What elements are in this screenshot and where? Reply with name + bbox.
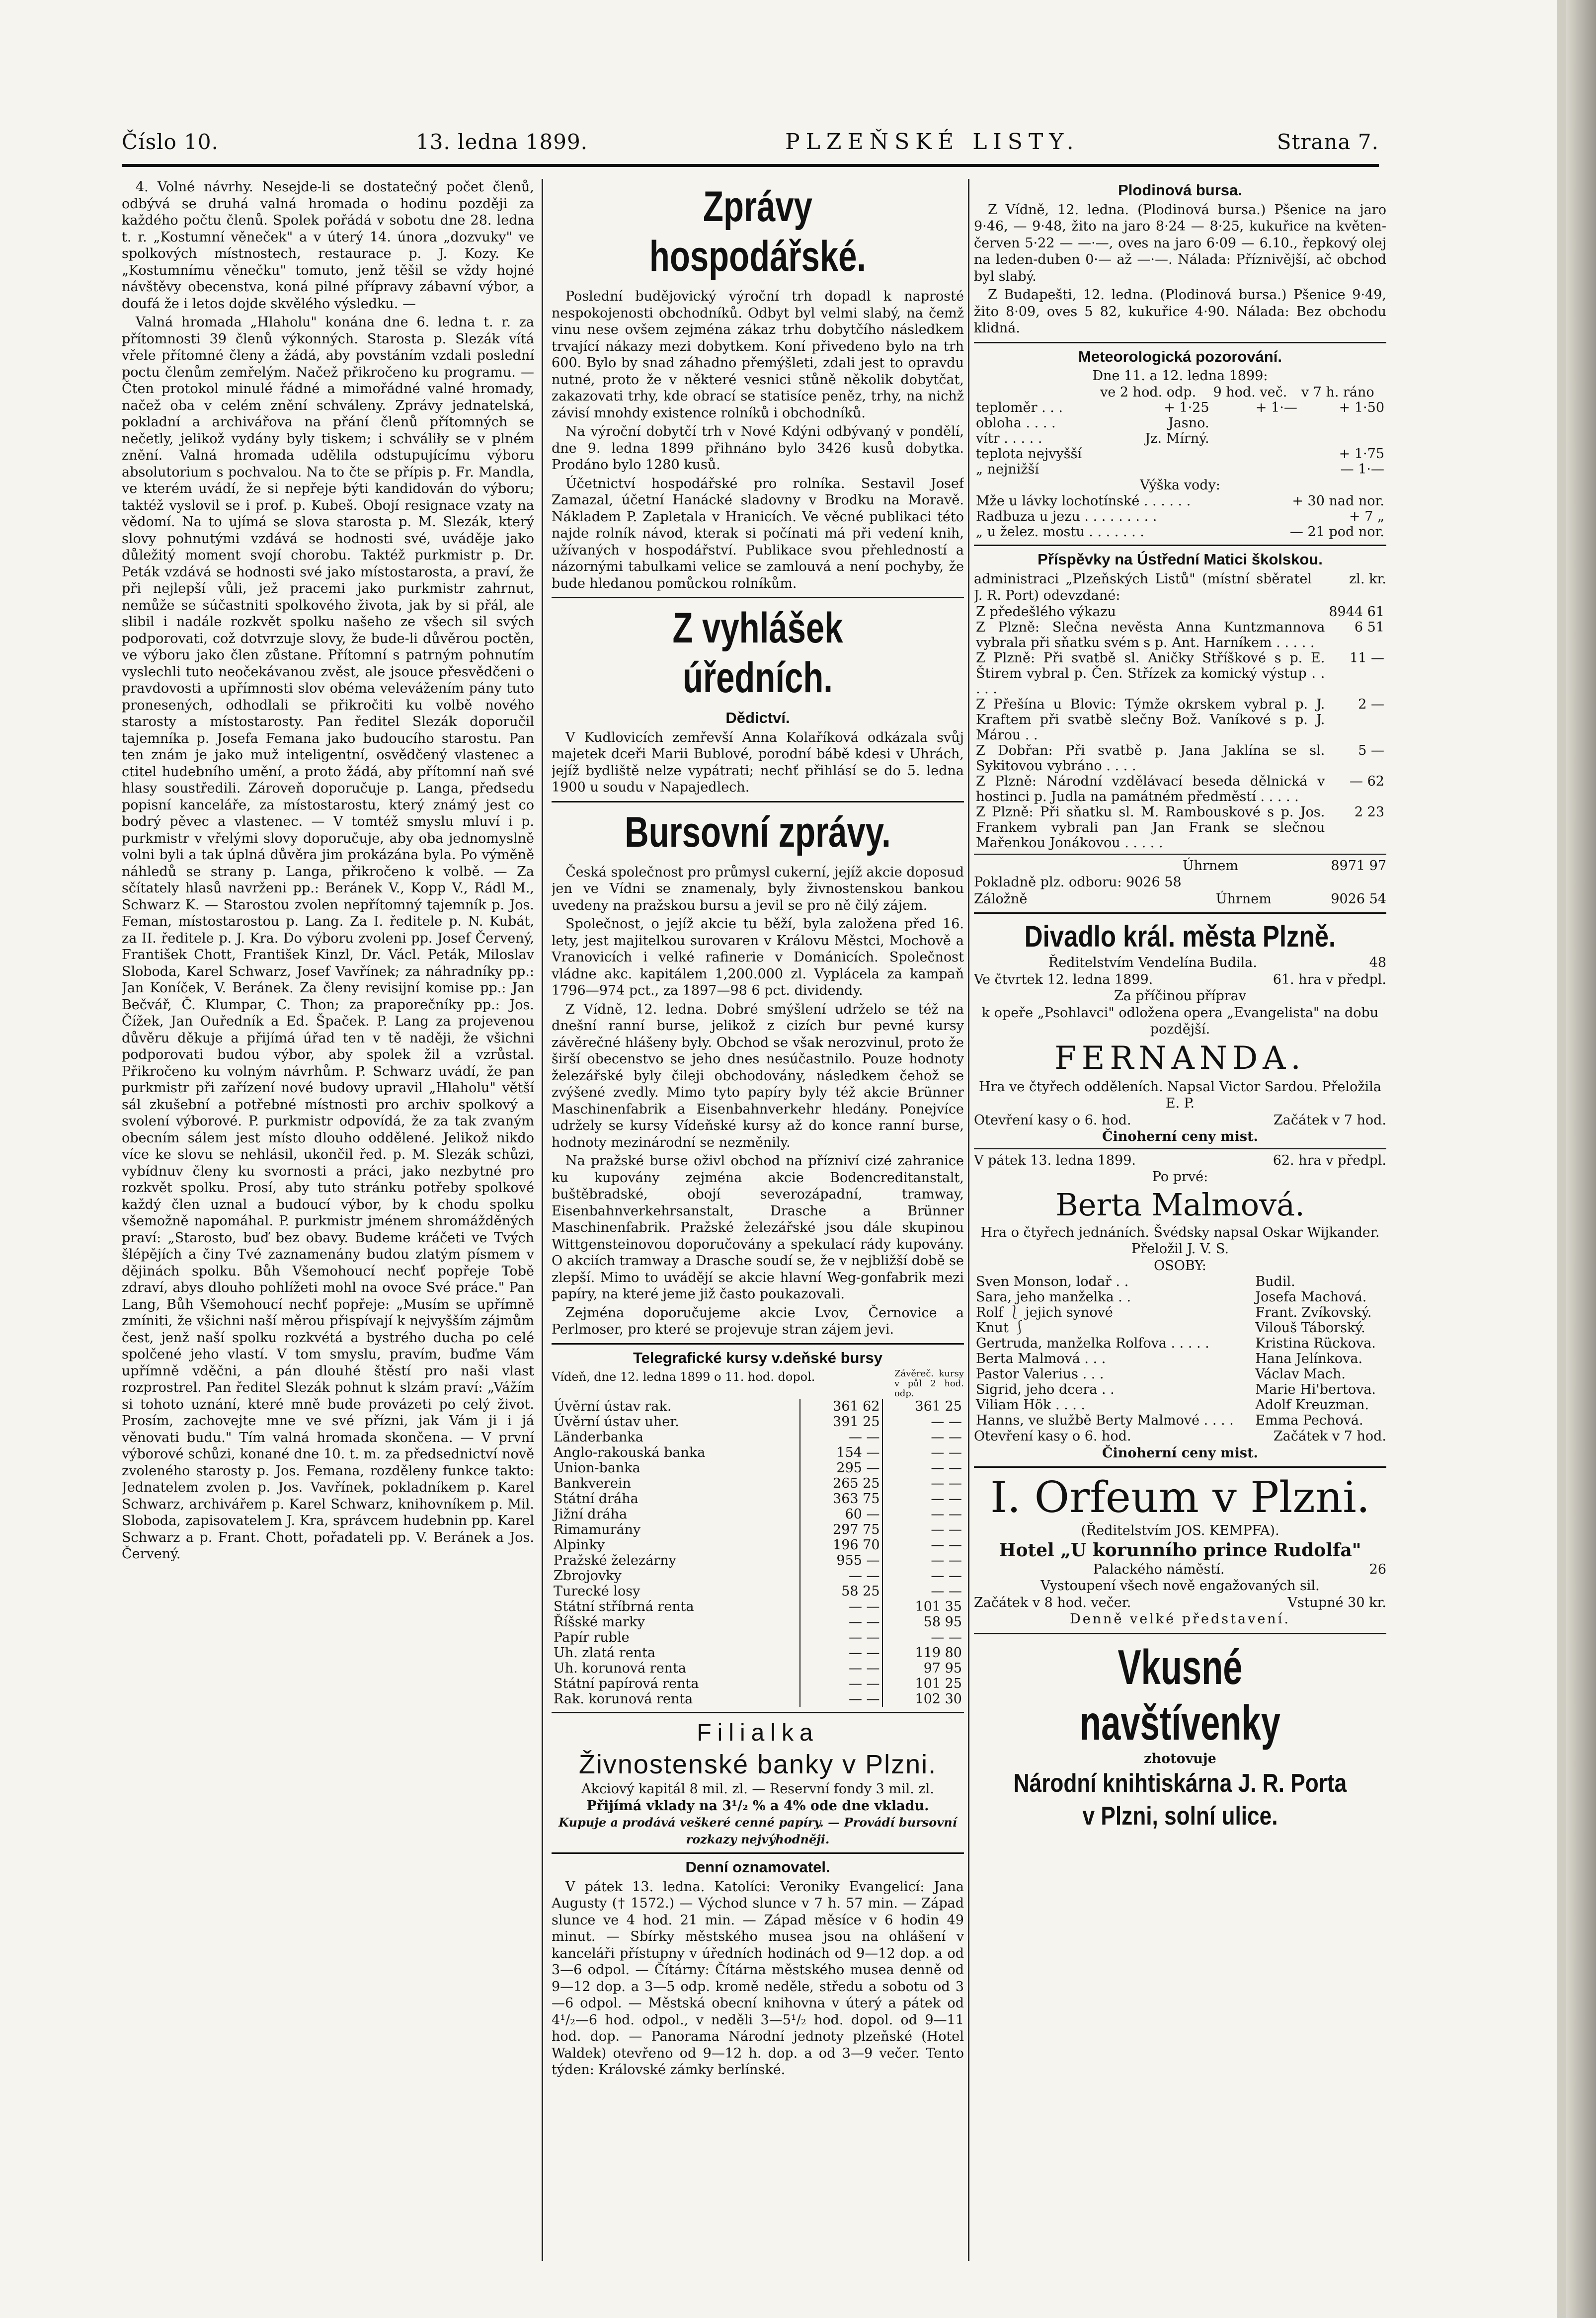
table-cell: Rak. korunová renta <box>552 1691 800 1707</box>
table-row <box>974 1351 1386 1366</box>
table-cell: Mže u lávky lochotínské . . . . . . <box>976 493 1191 509</box>
table-row <box>552 1676 964 1691</box>
table-cell: Z Plzně: Slečna nevěsta Anna Kuntzmannova vybrala při sňatku svém s p. Ant. Harníkem . . . . . <box>976 619 1325 650</box>
table-cell: — — <box>931 1584 962 1599</box>
table-cell: Union-banka <box>552 1460 800 1476</box>
table-cell: Gertruda, manželka Rolfova . . . . . <box>976 1336 1209 1351</box>
table-cell: — — <box>800 1676 882 1691</box>
play-title: Berta Malmová. <box>1055 1186 1305 1223</box>
table-cell: 8944 61 <box>1329 604 1384 620</box>
section-title-vyhlasky: Z vyhlášek úředních. <box>672 604 843 702</box>
issue-number: Číslo 10. <box>122 129 219 154</box>
table-row <box>974 1397 1386 1413</box>
table-cell: — 62 <box>1350 773 1384 789</box>
table-cell: 5 — <box>1358 742 1384 758</box>
table-cell: Jasno. <box>1168 415 1209 431</box>
table-row <box>974 1305 1386 1320</box>
table-cell: Hanns, ve službě Berty Malmové . . . . <box>976 1413 1234 1428</box>
table-cell: 196 70 <box>800 1537 882 1553</box>
table-row <box>552 1399 964 1414</box>
table-row <box>974 743 1386 774</box>
table-row <box>552 1507 964 1522</box>
table-cell: — — <box>931 1491 962 1507</box>
table-cell: 58 95 <box>923 1614 962 1630</box>
table-cell: Hana Jelínkova. <box>1255 1351 1363 1366</box>
kurs-header <box>552 1369 964 1399</box>
section-title-bursovni: Bursovní zprávy. <box>625 808 891 856</box>
table-row <box>552 1537 964 1553</box>
table-cell: Adolf Kreuzman. <box>1255 1397 1369 1413</box>
table-cell: Sven Monson, lodař . . <box>976 1274 1129 1289</box>
table-cell: Státní dráha <box>552 1491 800 1507</box>
meteo-table <box>974 385 1386 477</box>
table-cell <box>1299 431 1386 446</box>
premiere-note: Po prvé: <box>1152 1169 1208 1185</box>
ad-filialka-capital: Akciový kapitál 8 mil. zl. — Reservní fondy 3 mil. zl. <box>581 1781 934 1797</box>
table-cell: 102 30 <box>915 1691 962 1707</box>
table-cell: 60 — <box>800 1507 882 1522</box>
denni-title: Denní oznamovatel. <box>685 1858 830 1876</box>
column-2 <box>552 179 964 2266</box>
table-cell: 11 — <box>1350 650 1384 666</box>
table-row <box>552 1476 964 1491</box>
price-note: Činoherní ceny mist. <box>1102 1129 1258 1144</box>
theatre-direction: Ředitelstvím Vendelína Budila. <box>1048 955 1257 970</box>
table-cell: Úvěrní ústav uher. <box>552 1414 800 1430</box>
table-cell: Alpinky <box>552 1537 800 1553</box>
table-cell: Říšské marky <box>552 1614 800 1630</box>
paragraph: Na výroční dobytčí trh v Nové Kdýni odbývaný v pondělí, dne 9. ledna 1899 přihnáno bylo 3426 kusů dobytka. Prodáno bylo 1280 kusů. <box>552 424 964 473</box>
ad-navstivenky-title: Vkusné navštívenky <box>1079 1639 1280 1750</box>
table-cell: + 1·50 <box>1339 400 1384 415</box>
page-edge <box>1557 0 1566 2318</box>
table-cell: Viliam Hök . . . . <box>976 1397 1086 1413</box>
table-cell: 361 25 <box>915 1399 962 1414</box>
table-cell: — — <box>931 1553 962 1568</box>
table-cell <box>1211 462 1299 477</box>
table-cell <box>1211 415 1299 431</box>
prispevky-zalozne: Záložně Úhrnem 9026 54 <box>974 891 1386 907</box>
table-cell: 295 — <box>800 1460 882 1476</box>
table-cell: — — <box>800 1599 882 1614</box>
table-row <box>974 697 1386 743</box>
vyska-title: Výška vody: <box>1140 477 1220 493</box>
table-cell: — — <box>800 1630 882 1645</box>
performance-date: Ve čtvrtek 12. ledna 1899. <box>974 971 1153 987</box>
table-cell: „ nejnižší <box>976 461 1039 477</box>
table-cell: Václav Mach. <box>1255 1366 1346 1382</box>
table-cell: + 7 „ <box>1349 509 1384 524</box>
table-cell: — — <box>800 1645 882 1661</box>
table-cell: — — <box>931 1460 962 1476</box>
table-cell: 265 25 <box>800 1476 882 1491</box>
table-row <box>974 1274 1386 1289</box>
table-row <box>552 1522 964 1537</box>
table-cell: Knut ⎰ <box>976 1320 1027 1336</box>
divider <box>974 1466 1386 1468</box>
table-row <box>974 431 1386 446</box>
paragraph: V Kudlovicích zemřevší Anna Kolaříková odkázala svůj majetek dceři Marii Bublové, porodní bábě kdesi v Uhrách, jejíž bydliště nelze vypátrati; nechť přihlásí se do 5. ledna 1900 u soudu v Napajedlech. <box>552 729 964 795</box>
table-cell: Zbrojovky <box>552 1568 800 1584</box>
page-number: Strana 7. <box>1277 129 1379 154</box>
divider <box>552 1712 964 1713</box>
issue-date: 13. ledna 1899. <box>416 129 588 154</box>
performance-subscription: 62. hra v předpl. <box>1273 1152 1386 1168</box>
ad-navstivenky-place: v Plzni, solní ulice. <box>1082 1802 1278 1831</box>
paragraph: Z Budapešti, 12. ledna. (Plodinová bursa.) Pšenice 9·49, žito 8·09, oves 5 82, kukuřice 4·90. Nálada: Bez obchodu klidná. <box>974 287 1386 336</box>
prispevky-total: Úhrnem 8971 97 <box>1183 858 1386 874</box>
divider <box>974 854 1386 855</box>
table-cell: Rolf ⎱ jejich synové <box>976 1305 1113 1320</box>
table-cell: — — <box>800 1430 882 1445</box>
table-cell <box>1299 415 1386 431</box>
ad-filialka-services: Kupuje a prodává veškeré cenné papíry. — Provádí bursovní rozkazy nejvýhodněji. <box>559 1815 957 1846</box>
table-cell: — — <box>931 1630 962 1645</box>
table-row <box>974 493 1386 509</box>
table-row <box>974 1336 1386 1351</box>
table-row <box>552 1645 964 1661</box>
paragraph: Valná hromada „Hlaholu" konána dne 6. ledna t. r. za přítomnosti 39 členů výkonných. Starosta p. Slezák vítá vřele přítomné členy a žádá, aby povstáním vzdali poslední poctu členům zemřelým. Načež přikročeno ku programu. — Čten protokol minulé řádné a mimořádné valné hromady, načež oba v celém znění schváleny. Zprávy jednatelská, pokladní a archivářova na přání členů přítomných se nečetly, jelikož vydány byly tiskem; i schváliły se v plném znění. Valná hromada udělila odstupujícímu výboru absolutorium s pochvalou. Na to čte se přípis p. Fr. Mandla, ve kterém uvádí, že si nepřeje býti kandidován do výboru; taktéž vyslovil se i prof. p. Kubeš. Obojí resignace vzaty na vědomí. Na to ujímá se slova starosta p. M. Slezák, který slovy pohnutými vzdává se hodnosti své, uváděje jako důležitý moment svojí chorobu. Taktéž purkmistr p. Dr. Peták vzdává se hodnosti své jako místostarosta, a praví, že při nejlepší vůli, jež pracemi jako purkmistr zahrnut, nemůže se súčastniti spolkového života, jak by si přál, ale slibil i nadále rozkvět spolku našeho ze všech sil svých podporovati, což dotvrzuje slovy, že bude-li důvěrou poctěn, ve výboru jako člen zůstane. Přítomní s patrným pohnutím vyslechli tuto neočekávanou zvěst, ale jsouce přesvědčeni o pravdovosti a upřímnosti slov obéma velevážením pány tuto pronesených, odhodlali se přikročiti ku volbě nového starosty a místostarosty. Pan ředitel Slezák doporučil tajemníka p. Josefa Femana jako budoucího starostu. Pan ten znám je jako muž inteligentní, osvědčený vlastenec a ctitel hudebního umění, a proto žádá, aby přítomní naň své hlasy soustředili. Zároveň doporučuje p. Langa, předsedu popisní kanceláře, za místostarostu, který známý jest co bodrý pěvec a vlastenec. — V tomtéž smyslu mluví i p. purkmistr v vřelými slovy doporučuje, aby oba jednomyslně volni byli a tak úplná důvěra jim prokázána byla. Po výměně náhledů se strany p. Langa, přikročeno k volbě. — Za sčítately hlasů navrženi pp.: Beránek V., Kopp V., Rádl M., Schwarz K. — Starostou zvolen nepřítomný tajemník p. Jos. Feman, místostarostou p. Lang. Za I. ředitele p. N. Kubát, za II. ředitele p. J. Kra. Do výboru zvoleni pp. Josef Červený, František Chott, František Kinzl, Dr. Václ. Peták, Miloslav Sloboda, Karel Schwarz, Josef Vavřínek; za náhradníky pp.: Jan Koníček, V. Beránek. Za členy revisijní komise pp.: Jan Bečvář, Č. Klumpar, C. Thon; za praporečníky pp.: Jos. Čížek, Jan Ouředník a Ed. Špaček. P. Lang za projevenou důvěru děkuje a přijímá úřad ten v tě naději, že všichni podporovati budou výbor, aby spolek žil a vzrůstal. Přikročeno ku volným návrhům. P. Schwarz uvádí, že pan purkmistr při zařízení nové budovy upravil „Hlaholu" větší sál zkušební a potřebné místnosti pro archiv spolkový a svolení výborové. P. purkmistr odpovídá, že za tak zvaným obecním sálem jest místo dlouho oddělené. Jelikož nikdo více ke slovu se nehlásil, ukončil řed. p. M. Slezák schůzi, vybídnuv členy ku svornosti a práci, jako nezbytné pro rozkvět spolku. Prosí, aby tuto stránku potřeby spolkové každý člen uznal a budoucí výbor, by k chodu spolku všemožně napomáhal. P. purkmistr jménem shromážděných praví: „Starosto, buď bez obavy. Budeme kráčeti ve Tvých šlépějích a činy Tvé zaznamenány budou zlatým písmem v dějinách spolku. Bůh Všemohoucí nechť popřeje Tobě zdraví, abys dlouho pohlížeti mohl na ovoce Své práce." Pan Lang, Bůh Všemohoucí nechť popřeje: „Musím se upřímně zmíniti, že všichni naší měrou přispívají k nejvyšším zájmům čest, jenž naší spolku rozkvétá a bystrého ducha po celé spolčené jeho vlastí. V tom smyslu, pravím, buďme Vám upřímně vděčni, a pán dlouhé štěstí pro naši vlast rozprostrel. Pan ředitel Slezák pohnut k slzám praví: „Vážím si tohoto uznání, které mně bude provázeti po celý život. Prosím, zachovejte mne ve své přízni, jak Vám ji i já věnovati budu." Tím valná hromada skončena. — V první výborové schůzi, konané dne 10. t. m. za předsednictví nově zvoleného starosty p. Jos. Femana, rozděleny funkce takto: Jednatelem zvolen p. Jos. Vavřínek, pokladníkem p. Karel Schwarz, archivářem p. Karel Schwarz, knihovníkem p. Mil. Sloboda, zapisovatelem J. Kra, správcem hudebnin pp. Karel Schwarz a p. Frant. Chott, pořadateli pp. V. Beránek a Jos. Červený. <box>122 315 534 1562</box>
divider <box>974 342 1386 343</box>
table-row <box>552 1460 964 1476</box>
table-cell: Sara, jeho manželka . . <box>976 1289 1131 1305</box>
table-cell: Radbuza u jezu . . . . . . . . . <box>976 509 1157 524</box>
orfeum-daily: Denně velké představení. <box>1070 1611 1290 1627</box>
table-row <box>974 524 1386 540</box>
table-row <box>974 400 1386 415</box>
table-cell: — — <box>800 1661 882 1676</box>
table-cell: Státní papírová renta <box>552 1676 800 1691</box>
table-cell: 6 51 <box>1354 619 1384 635</box>
table-cell: — — <box>931 1414 962 1430</box>
orfeum-direction: (Ředitelstvím JOS. KEMPFA). <box>1081 1523 1279 1538</box>
paragraph: Česká společnost pro průmysl cukerní, jejíž akcie doposud jen ve Vídni se znamenaly, byly živnostenskou bankou uvedeny na pražskou bursu a jevil se pro ně čilý zájem. <box>552 864 964 913</box>
table-row <box>552 1553 964 1568</box>
divider <box>552 597 964 598</box>
theatre-title: Divadlo král. města Plzně. <box>1024 920 1336 953</box>
table-cell: vítr . . . . . <box>976 430 1042 446</box>
newspaper-title: PLZEŇSKÉ LISTY. <box>785 129 1080 155</box>
prispevky-title: Příspěvky na Ústřední Matici školskou. <box>1037 551 1323 568</box>
table-row <box>552 1661 964 1676</box>
table-cell <box>1211 446 1299 462</box>
table-row <box>974 462 1386 477</box>
table-cell: 2 23 <box>1354 804 1384 820</box>
table-cell: — 21 pod nor. <box>1289 524 1384 540</box>
performance-subscription: 61. hra v předpl. <box>1273 971 1386 987</box>
performance-postponed: k opeře „Psohlavci" odložena opera „Evangelista" na dobu pozdější. <box>981 1005 1379 1037</box>
table-cell: Jižní dráha <box>552 1507 800 1522</box>
table-cell: Uh. korunová renta <box>552 1661 800 1676</box>
cast-table <box>974 1274 1386 1428</box>
divider <box>974 912 1386 914</box>
table-cell: Länderbanka <box>552 1430 800 1445</box>
paragraph: Poslední budějovický výroční trh dopadl k naprosté nespokojenosti obchodníků. Odbyt byl velmi slabý, na čemž vinu nese ovšem zejména zákaz trhu dobytčího následkem trvající nákazy mezi dobytkem. Koní přivedeno bylo na trh 600. Bylo by snad záhadno přemýšleti, zdali jest to opravdu nutné, proto že v některé vesnici stůně několik dobytčat, zakazovati trhy, kde obrací se statisíce peněz, trhy, na nichž závisí mnohdy existence rolníků i obchodníků. <box>552 289 964 421</box>
paragraph: Zejména doporučujeme akcie Lvov, Černovice a Perlmoser, pro které se projevuje stran zájem jevi. <box>552 1305 964 1337</box>
column-divider <box>968 179 969 2261</box>
table-cell: Papír ruble <box>552 1630 800 1645</box>
table-cell: 955 — <box>800 1553 882 1568</box>
play-description: Hra ve čtyřech odděleních. Napsal Victor Sardou. Přeložila E. P. <box>979 1079 1381 1111</box>
kurs-title: Telegrafické kursy v.deňské bursy <box>633 1349 882 1366</box>
table-row <box>552 1445 964 1460</box>
table-cell: Vilouš Táborský. <box>1255 1320 1365 1336</box>
table-cell: — — <box>931 1430 962 1445</box>
table-cell: Pražské železárny <box>552 1553 800 1568</box>
vyska-table <box>974 493 1386 540</box>
meteo-head: 9 hod. več. <box>1213 384 1287 400</box>
table-cell: Z Plzně: Při sňatku sl. M. Rambouskové s p. Jos. Frankem vybrali pan Jan Frank se slečnou Mařenkou Jonákovou . . . . . <box>976 804 1325 851</box>
table-row <box>552 1599 964 1614</box>
table-cell: — 1·— <box>1340 461 1384 477</box>
table-cell: 101 25 <box>915 1676 962 1691</box>
kurs-column-head: Závěreč. kursy v půl 2 hod. odp. <box>894 1368 964 1399</box>
table-row <box>974 1289 1386 1305</box>
table-cell <box>1098 446 1211 462</box>
table-cell: Kristina Rückova. <box>1255 1336 1376 1351</box>
divider <box>974 545 1386 546</box>
play-title: FERNANDA. <box>1054 1039 1306 1077</box>
subheading-dedictvi: Dědictví. <box>725 709 790 726</box>
paragraph: Na pražské burse oživl obchod na přízniví cizé zahranice ku kupovány zejména akcie Bodencreditanstalt, buštěbradské, obojí severozápadní, tramway, Eisenbahnverkehrsanstalt, Drasche a Brünner Maschinenfabrik. Pražské železářské jsou dále skupinou Wittgensteinovou doporučovány a spekulací rády kupovány. O akciích tramway a Drasche soudí se, že v nejbližší době se zlepší. Mimo to uvádějí se akcie hlavní Weg-gonfabrik mezi papíry, na které jeme již často poukazovali. <box>552 1153 964 1302</box>
table-cell: teploměr . . . <box>976 400 1063 415</box>
table-cell: — — <box>800 1568 882 1584</box>
table-cell: — — <box>931 1476 962 1491</box>
table-row <box>552 1568 964 1584</box>
play-description: Hra o čtyřech jednáních. Švédsky napsal Oskar Wijkander. Přeložil J. V. S. <box>980 1224 1380 1257</box>
table-row <box>552 1584 964 1599</box>
orfeum-program: Vystoupení všech nově engažovaných sil. <box>1040 1578 1320 1594</box>
table-cell: Anglo-rakouská banka <box>552 1445 800 1460</box>
table-cell: — — <box>800 1614 882 1630</box>
table-row <box>974 1413 1386 1428</box>
prispevky-subtitle: administraci „Plzeňských Listů" (místní sběratel J. R. Port) odevzdané: <box>974 571 1312 603</box>
table-row <box>552 1691 964 1707</box>
table-cell: Berta Malmová . . . <box>976 1351 1106 1366</box>
table-row <box>974 415 1386 431</box>
table-cell: 363 75 <box>800 1491 882 1507</box>
table-cell: Z Plzně: Národní vzdělávací beseda dělnická v hostinci p. Judla na památném předměstí . . . . . <box>976 773 1325 804</box>
column-divider <box>542 179 543 2261</box>
table-cell: Úvěrní ústav rak. <box>552 1399 800 1414</box>
table-cell: Rimamurány <box>552 1522 800 1537</box>
table-cell: + 1·— <box>1255 400 1297 415</box>
table-row <box>974 1382 1386 1397</box>
prispevky-pokladne: Pokladně plz. odboru: 9026 58 <box>974 875 1182 890</box>
table-cell: — — <box>931 1537 962 1553</box>
table-cell: obloha . . . . <box>976 415 1056 431</box>
table-cell: Uh. zlatá renta <box>552 1645 800 1661</box>
table-cell: — — <box>931 1568 962 1584</box>
kurs-subtitle: Vídeň, dne 12. ledna 1899 o 11. hod. dopol. <box>552 1370 815 1384</box>
table-cell: — — <box>800 1691 882 1707</box>
paragraph: Z Vídně, 12. ledna. Dobré smýšlení udrželo se též na dnešní ranní burse, jelikož z cizích bur pevné kursy závěrečné hlášeny byly. Obchod se však nerozvinul, proto že širší obecenstvo se jeho dnes nesúčastnilo. Pouze hodnoty železářské byly čileji obchodovány, následkem čehož se zvýšené zvedly. Mimo tyto papíry byly též akcie Brünner Maschinenfabrik a Eisenbahnverkehr hledány. Ponejvíce udržely se kursy Vídeňské kursy až do konce ranní burse, hodnoty mezinárodní se nezměnily. <box>552 1001 964 1150</box>
table-cell: Státní stříbrná renta <box>552 1599 800 1614</box>
header-rule <box>122 164 1379 167</box>
plodinova-title: Plodinová bursa. <box>1118 181 1242 199</box>
table-row <box>974 1320 1386 1336</box>
divider <box>974 1148 1386 1149</box>
table-row <box>552 1630 964 1645</box>
table-cell: 391 25 <box>800 1414 882 1430</box>
table-row <box>552 1414 964 1430</box>
table-cell: + 1·75 <box>1339 446 1384 462</box>
prispevky-column-head: zl. kr. <box>1349 571 1386 587</box>
table-cell: + 1·25 <box>1164 400 1209 415</box>
table-cell: Marie Hi'bertova. <box>1255 1382 1376 1397</box>
ad-navstivenky-firm: Národní knihtiskárna J. R. Porta <box>1013 1769 1347 1798</box>
paragraph: V pátek 13. ledna. Katolíci: Veroniky Evangelicí: Jana Augusty († 1572.) — Východ slunce v 7 h. 57 min. — Západ slunce ve 4 hod. 21 min. — Západ měsíce v 6 hodin 49 minut. — Sbírky městského musea jsou na ohlášení v kanceláři přístupny v úředních hodinách od 9—12 dop. a od 3—6 odpol. — Čítárny: Čítárna městského musea denně od 9—12 dop. a 3—5 odp. kromě neděle, středu a sobotu od 3—6 odpol. — Městská obecní knihovna v úterý a pátek od 4¹/₂—6 hod. odpol., v neděli 3—5¹/₂ hod. dopol. od 9—11 hod. dop. — Panorama Národní jednoty plzeňské (Hotel Waldek) otevřeno od 9—12 h. dop. a od 3—9 večer. Tento týden: Královské zámky berlínské. <box>552 1879 964 2078</box>
table-cell: Josefa Machová. <box>1255 1289 1367 1305</box>
table-cell: Turecké losy <box>552 1584 800 1599</box>
divider <box>552 1343 964 1345</box>
prispevky-table <box>974 604 1386 851</box>
table-cell: 297 75 <box>800 1522 882 1537</box>
orfeum-title: I. Orfeum v Plzni. <box>990 1473 1370 1522</box>
table-cell <box>1211 431 1299 446</box>
performance-note: Za příčinou příprav <box>1114 988 1246 1004</box>
table-cell: — — <box>931 1507 962 1522</box>
table-cell: Emma Pechová. <box>1255 1413 1363 1428</box>
table-row <box>974 509 1386 524</box>
page-header <box>122 127 1379 157</box>
table-cell: teplota nejvyšší <box>976 446 1082 462</box>
table-row <box>552 1614 964 1630</box>
performance-date: V pátek 13. ledna 1899. <box>974 1152 1136 1168</box>
ad-navstivenky-sub: zhotovuje <box>1144 1751 1216 1766</box>
column-3: Plodinová bursa. Z Vídně, 12. ledna. (Plodinová bursa.) Pšenice na jaro 9·46, — 9·48, žito na jaro 8·24 — 8·25, kukuřice na květen-červen 5·22 — —·—, oves na jaro 6·09 — 6.10., řepkový olej na leden-duben 0·— až —·—. Nálada: Příznivější, ač obchod byl slabý. Z Budapešti, 12. ledna. (Plodinová bursa.) Pšenice 9·49, žito 8·09, oves 5 82, kukuřice 4·90. Nálada: Bez obchodu klidná. Meteorologická pozorování. Dne 11. a 12. ledna 1899: ve 2 hod. odp. 9 hod. več. v 7 h. ráno teploměr . . . + 1·25 + 1·— + 1·50 obloha . . . . Jasno. vítr . . . . . Jz. Mírný. teplota nejvyšší + 1·75 „ nejnižší — 1·— Výška vody: Mže u lávky lochotínské . . . . . . + 30 nad nor. Radbuza u jezu . . . . . . . . . + 7 „ „ u želez. mostu . . . . . . . — 21 pod nor. Příspěvky na Ústřední Matici školskou. administraci „Plzeňských Listů" (místní sběratel J. R. Port) odevzdané: zl. kr. Z předešlého výkazu 8944 61 Z Plzně: Slečna nevěsta Anna Kuntzmannova vybrala při sňatku svém s p. Ant. Harníkem . . . . . 6 51 Z Plzně: Při svatbě sl. Aničky Stříškové s p. E. Štirem vybral p. Čen. Střízek za komický výstup . . . . . 11 — Z Přešína u Blovic: Týmže okrskem vybral p. J. Kraftem při svatbě slečny Bož. Vaníkové s p. J. Márou . . 2 — Z Dobřan: Při svatbě p. Jana Jaklína se sl. Sykitovou vybráno . . . . 5 — Z Plzně: Národní vzdělávací beseda dělnická v hostinci p. Judla na památném předměstí . . . . . — 62 Z Plzně: Při sňatku sl. M. Rambouskové s p. Jos. Frankem vybrali pan Jan Frank se slečnou Mařenkou Jonákovou . . . . . 2 23 Úhrnem 8971 97 Pokladně plz. odboru: 9026 58 Záložně Úhrnem 9026 54 Divadlo král. města Plzně. Ředitelstvím Vendelína Budila. 48 Ve čtvrtek 12. ledna 1899. 61. hra v předpl. Za příčinou příprav k opeře „Psohlavci" odložena opera „Evangelista" na dobu pozdější. FERNANDA. Hra ve čtyřech odděleních. Napsal Victor Sardou. Přeložila E. P. Otevření kasy o 6. hod. Začátek v 7 hod. Činoherní ceny mist. V pátek 13. ledna 1899. 62. hra v předpl. Po prvé: Berta Malmová. Hra o čtyřech jednáních. Švédsky napsal Oskar Wijkander. Přeložil J. V. S. OSOBY: Sven Monson, lodař . . Budil. Sara, jeho manželka . . Josefa Machová. Rolf ⎱ jejich synové Frant. Zvíkovský. Knut ⎰ Vilouš Táborský. Gertruda, manželka Rolfova . . . . . Kristina Rückova. Berta Malmová . . . Hana Jelínkova. Pastor Valerius . . . Václav Mach. Sigrid, jeho dcera . . Marie Hi'bertova. Viliam Hök . . . . Adolf Kreuzman. Hanns, ve službě Berty Malmové . . . . Emma Pechová. Otevření kasy o 6. hod. Začátek v 7 hod. Činoherní ceny mist. I. Orfeum v Plzni. (Ředitelstvím JOS. KEMPFA). Hotel „U korunního prince Rudolfa" Palackého náměstí. 26 Vystoupení všech nově engažovaných sil. Začátek v 8 hod. večer. Vstupné 30 kr. Denně velké představení. Vkusné navštívenky zhotovuje Národní knihtiskárna J. R. Porta v Plzni, solní ulice. <box>974 179 1386 2266</box>
meteo-title: Meteorologická pozorování. <box>1078 347 1282 365</box>
table-row <box>974 604 1386 620</box>
table-row <box>974 804 1386 851</box>
divider <box>552 1852 964 1854</box>
price-note: Činoherní ceny mist. <box>1102 1445 1258 1461</box>
paragraph: 4. Volné návrhy. Nesejde-li se dostatečný počet členů, odbývá se druhá valná hromada o hodinu později za každého počtu členů. Spolek pořádá v sobotu dne 28. ledna t. r. „Kostumní věneček" a v úterý 14. února „dozvuky" ve spolkových místnostech, restaurace p. J. Kozy. Ke „Kostumnímu věnečku" tomuto, jenž těšil se vždy hojné návštěvy obecenstva, koná pilné přípravy zábavní výbor, a doufá že i letos dojde skvělého výsledku. — <box>122 179 534 312</box>
table-cell: 58 25 <box>800 1584 882 1599</box>
table-cell: Frant. Zvíkovský. <box>1255 1305 1372 1320</box>
table-cell <box>1098 462 1211 477</box>
table-cell: 101 35 <box>915 1599 962 1614</box>
table-row <box>974 446 1386 462</box>
meteo-subtitle: Dne 11. a 12. ledna 1899: <box>1092 368 1268 384</box>
table-cell: + 30 nad nor. <box>1292 493 1384 509</box>
table-cell: Z předešlého výkazu <box>976 604 1117 620</box>
paragraph: Z Vídně, 12. ledna. (Plodinová bursa.) Pšenice na jaro 9·46, — 9·48, žito na jaro 8·24 — 8·25, kukuřice na květen-červen 5·22 — —·—, oves na jaro 6·09 — 6.10., řepkový olej na leden-duben 0·— až —·—. Nálada: Příznivější, ač obchod byl slabý. <box>974 202 1386 284</box>
paragraph: Společnost, o jejíž akcie tu běží, byla založena před 16. lety, jest majitelkou surovaren v Královu Městci, Mochově a Vranovicích i velké rafinerie v Dománicích. Společnost vládne akc. kapitálem 1,200.000 zl. Vyplácela za kampaň 1796—974 pct., za 1897—98 6 pct. dividendy. <box>552 916 964 998</box>
table-cell: 361 62 <box>800 1399 882 1414</box>
table-cell: Z Přešína u Blovic: Týmže okrskem vybral p. J. Kraftem při svatbě slečny Bož. Vaníkové s p. J. Márou . . <box>976 696 1325 743</box>
page-edge-shadow <box>1566 0 1596 2318</box>
table-cell: — — <box>931 1522 962 1537</box>
table-cell: 119 80 <box>915 1645 962 1661</box>
ad-filialka-bank: Živnostenské banky v Plzni. <box>578 1750 937 1779</box>
divider <box>974 1633 1386 1634</box>
meteo-head: ve 2 hod. odp. <box>1100 384 1197 400</box>
divider <box>552 801 964 802</box>
ad-filialka-label: Filialka <box>697 1720 819 1746</box>
ad-filialka-deposits: Přijímá vklady na 3¹/₂ % a 4% ode dne vkladu. <box>586 1798 929 1814</box>
table-row <box>552 1491 964 1507</box>
column-1 <box>122 179 534 2266</box>
table-cell: Pastor Valerius . . . <box>976 1366 1104 1382</box>
table-cell: Z Dobřan: Při svatbě p. Jana Jaklína se sl. Sykitovou vybráno . . . . <box>976 742 1325 774</box>
table-cell: „ u želez. mostu . . . . . . . <box>976 524 1144 540</box>
table-row <box>974 650 1386 697</box>
table-cell: Sigrid, jeho dcera . . <box>976 1382 1115 1397</box>
table-cell: — — <box>931 1445 962 1460</box>
table-cell: Jz. Mírný. <box>1145 430 1209 446</box>
table-row <box>974 1366 1386 1382</box>
cast-title: OSOBY: <box>1154 1258 1206 1274</box>
table-cell: Budil. <box>1255 1274 1295 1289</box>
orfeum-hotel: Hotel „U korunního prince Rudolfa" <box>999 1539 1361 1561</box>
kurs-table <box>552 1399 964 1707</box>
meteo-head: v 7 h. ráno <box>1301 384 1374 400</box>
table-row <box>552 1430 964 1445</box>
table-cell: 97 95 <box>923 1661 962 1676</box>
table-row <box>974 620 1386 650</box>
table-cell: Bankverein <box>552 1476 800 1491</box>
paragraph: Účetnictví hospodářské pro rolníka. Sestavil Josef Zamazal, účetní Hanácké sladovny v Brodku na Moravě. Nákladem P. Zapletala v Hranicích. Ve věcné publikaci této najde rolník návod, kterak si počínati má při vedení knih, užívaných v hospodářství. Publikace svou přehledností a názornými tabulkami velice se zamlouvá a není pochyby, že bude hledanou pomůckou rolníkům. <box>552 476 964 591</box>
section-title-hospodarske: Zprávy hospodářské. <box>649 183 867 280</box>
table-row <box>974 774 1386 804</box>
table-cell: 2 — <box>1358 696 1384 712</box>
table-cell: 154 — <box>800 1445 882 1460</box>
table-cell: Z Plzně: Při svatbě sl. Aničky Stříškové s p. E. Štirem vybral p. Čen. Střízek za komický výstup . . . . . <box>976 650 1325 697</box>
